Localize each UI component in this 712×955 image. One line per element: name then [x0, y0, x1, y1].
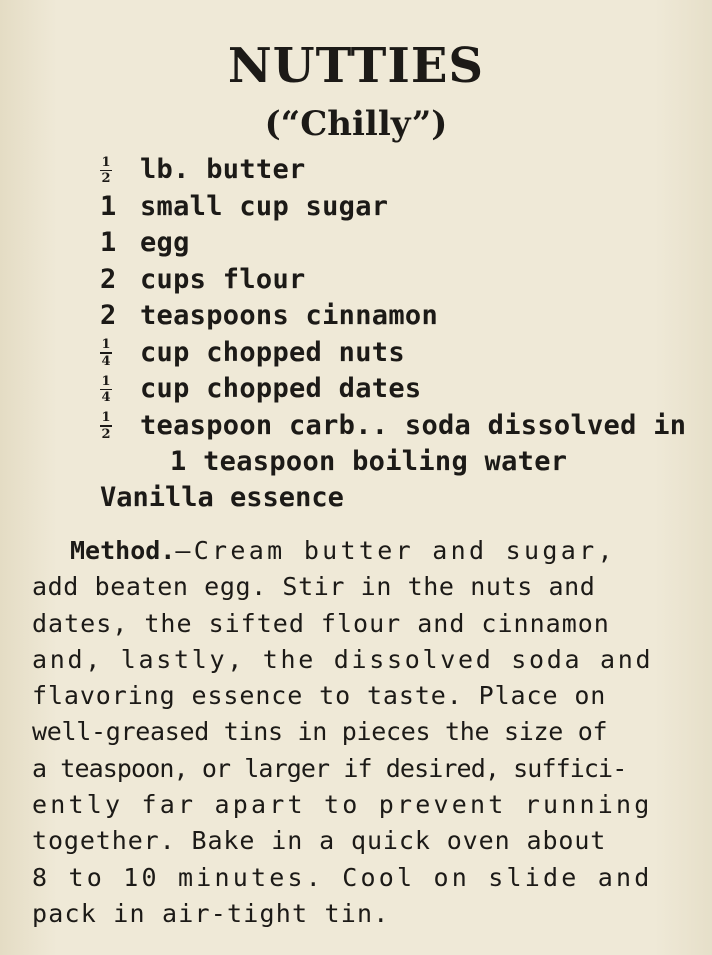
ingredient-item: 1 egg: [100, 227, 190, 258]
method-line: Method. —Cream butter and sugar,: [32, 533, 680, 569]
ingredient-list: [100, 152, 700, 481]
method-line: well-greased tins in pieces the size of: [32, 717, 608, 747]
method-line: pack in air-tight tin.: [32, 898, 390, 928]
fraction: $\frac{1}{4}$: [101, 373, 111, 406]
method-line: a teaspoon, or larger if desired, suffici-: [32, 753, 627, 783]
method-line: dates, the sifted flour and cinnamon: [32, 608, 610, 638]
vanilla-essence: Vanilla essence: [100, 482, 344, 513]
recipe-title: NUTTIES: [227, 38, 485, 94]
ingredient-item: $\frac{1}{2}$ lb. butter: [101, 154, 306, 187]
ingredient-item: 2 cups flour: [100, 263, 306, 295]
fraction: $\frac{1}{2}$: [101, 154, 111, 187]
fraction: $\frac{1}{4}$: [101, 337, 111, 369]
method-text: [32, 533, 680, 932]
method-line: add beaten egg. Stir in the nuts and: [32, 572, 596, 602]
method-line: and, lastly, the dissolved soda and: [32, 644, 654, 674]
fraction: $\frac{1}{2}$: [101, 410, 111, 442]
method-line: flavoring essence to taste. Place on: [32, 681, 607, 711]
method-label: Method.: [70, 536, 176, 565]
method-line: together. Bake in a quick oven about: [32, 826, 607, 856]
method-line: 8 to 10 minutes. Cool on slide and: [32, 862, 653, 892]
ingredient-item: 2 teaspoons cinnamon: [100, 300, 438, 331]
ingredient-item: 1 teaspoon boiling water: [170, 446, 568, 477]
ingredient-item: $\frac{1}{4}$ cup chopped dates: [101, 373, 422, 406]
recipe-subtitle: (“Chilly”): [264, 104, 448, 144]
ingredient-item: 1 small cup sugar: [100, 190, 389, 222]
ingredient-item: $\frac{1}{4}$ cup chopped nuts: [101, 336, 405, 369]
ingredient-item: $\frac{1}{2}$ teaspoon carb.. soda dissolved in: [101, 409, 687, 442]
method-line: ently far apart to prevent running: [32, 790, 653, 820]
